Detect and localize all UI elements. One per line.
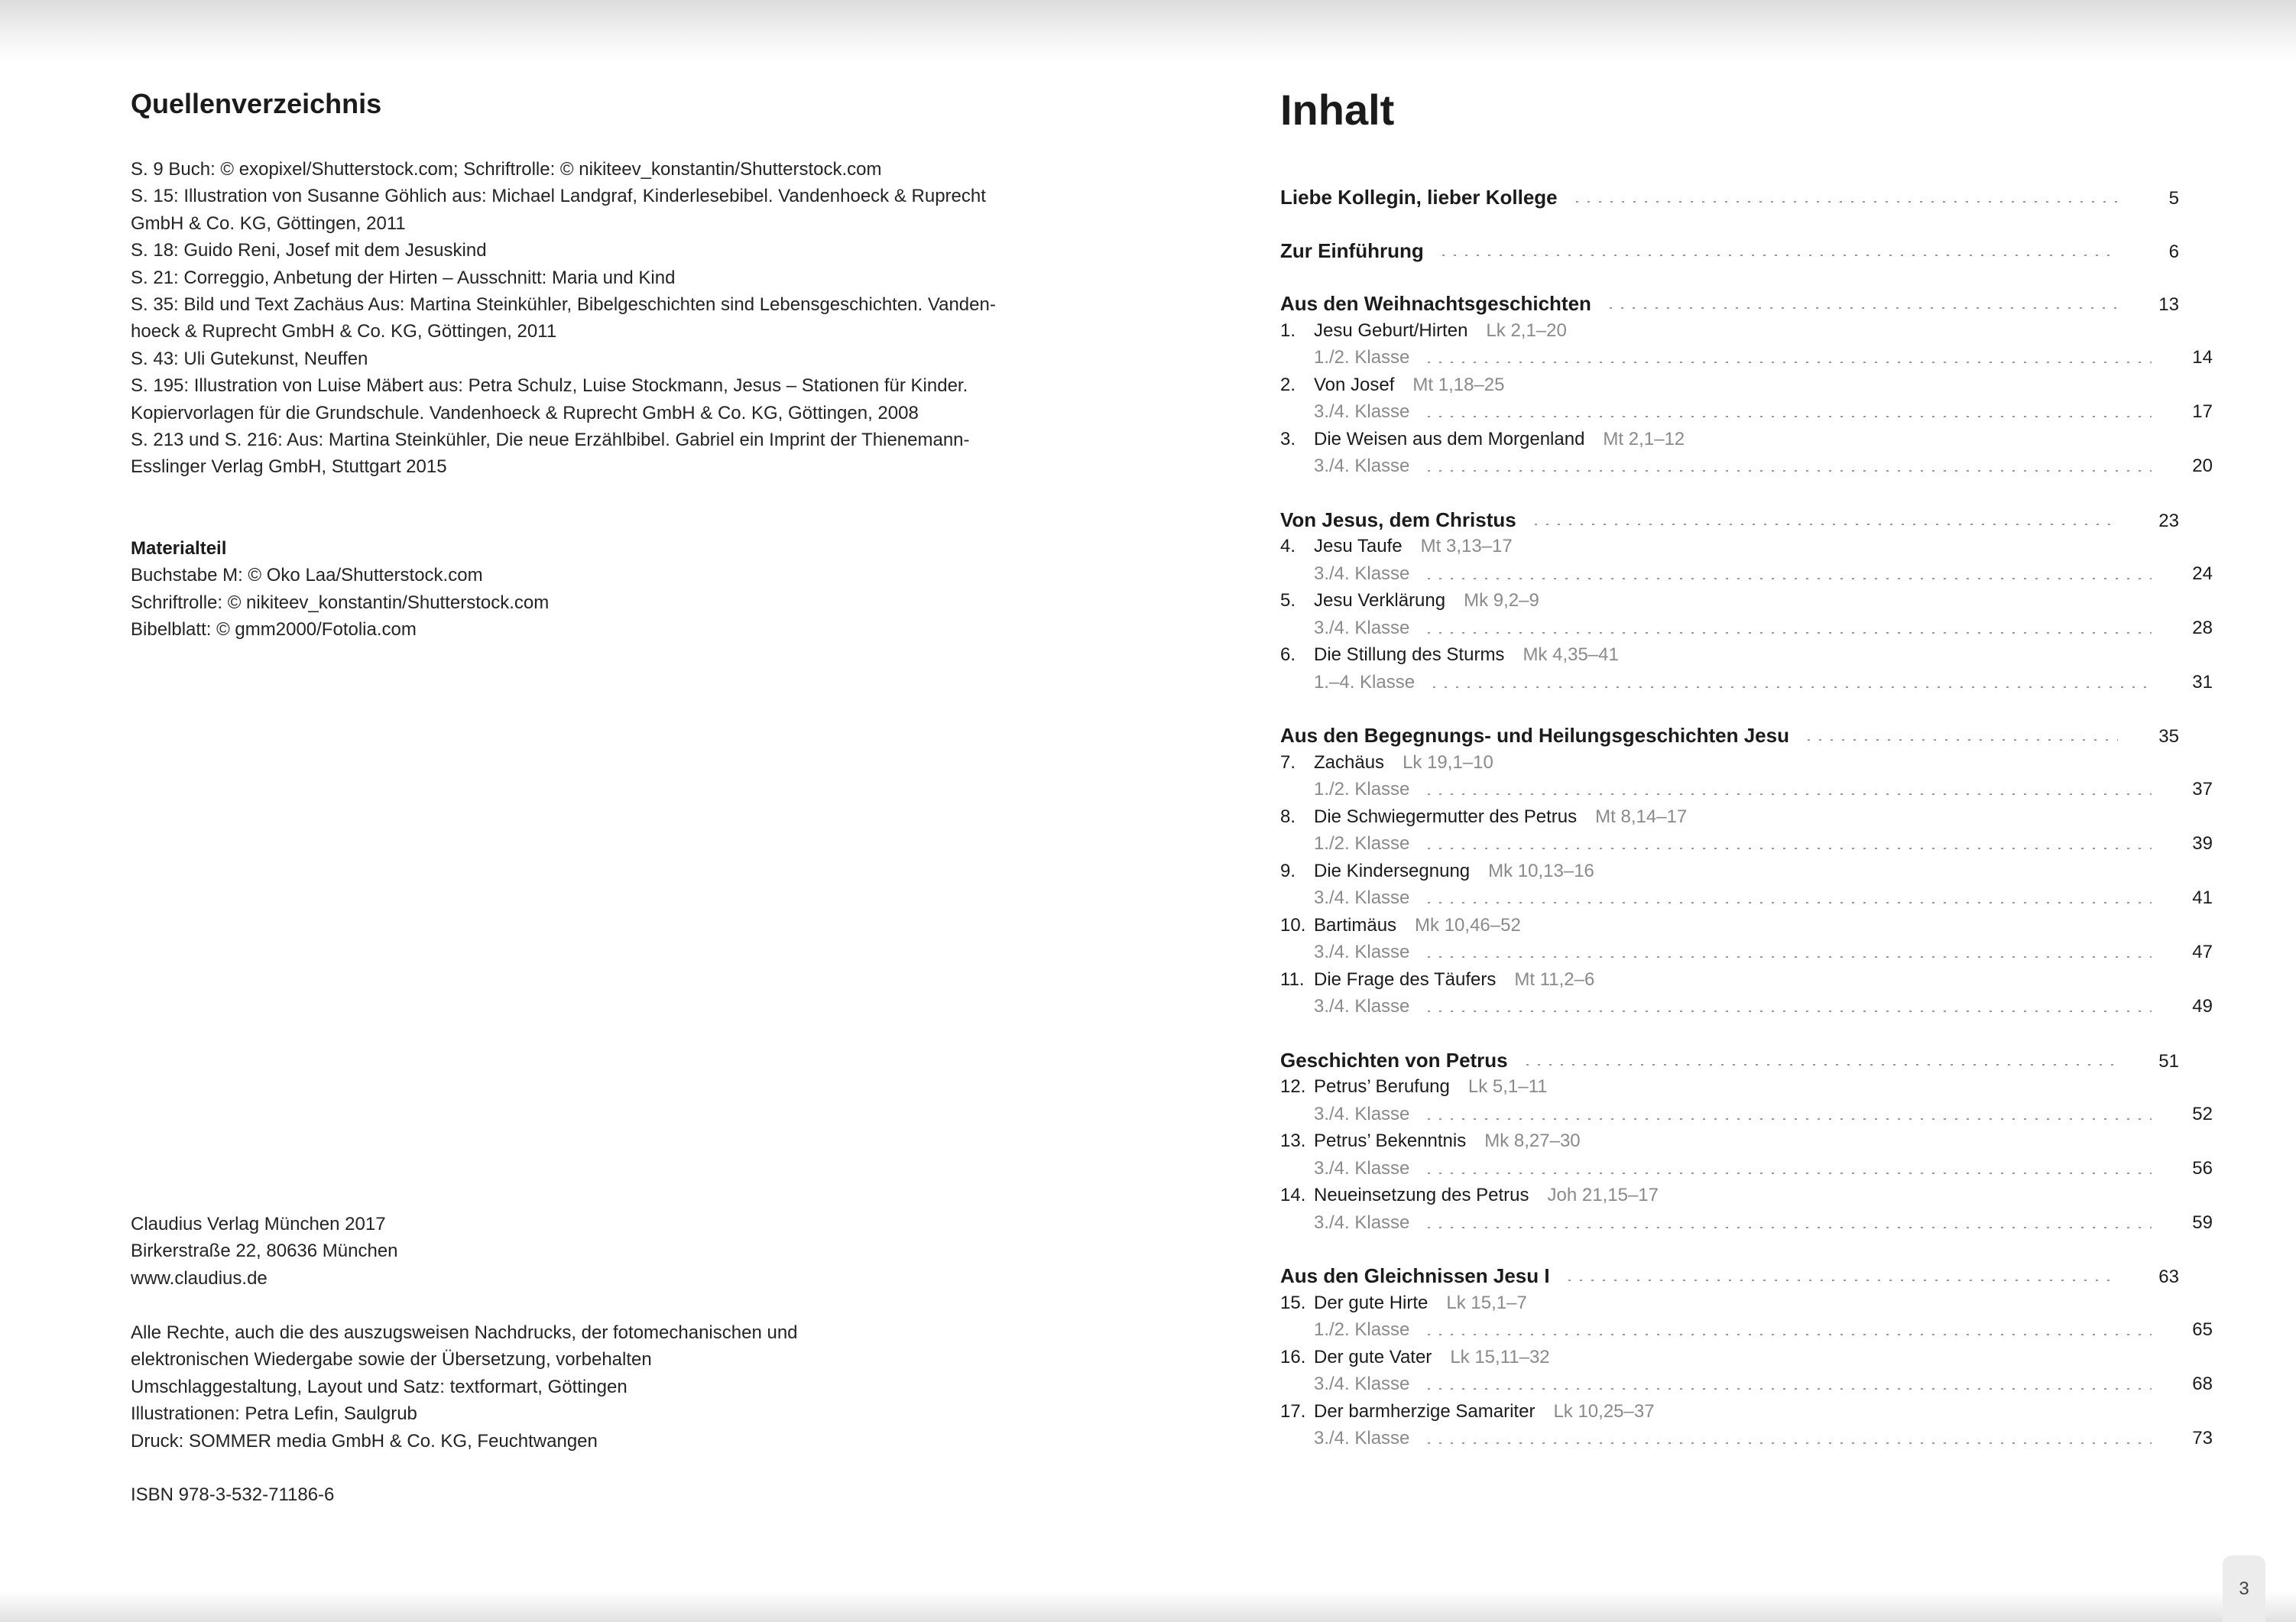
toc-item <box>1280 966 2179 994</box>
dot-leader <box>1423 1227 2152 1228</box>
publisher-info <box>131 1211 398 1292</box>
dot-leader <box>1423 1118 2152 1120</box>
dot-leader <box>1438 255 2118 256</box>
grade-level: 1./2. Klasse <box>1314 347 1410 368</box>
toc-section-title: Aus den Begegnungs- und Heilungsgeschichten Jesu <box>1280 724 1789 747</box>
grade-level: 3./4. Klasse <box>1314 401 1410 422</box>
dot-leader <box>1423 848 2152 849</box>
rights-info <box>131 1319 798 1455</box>
grade-level: 1./2. Klasse <box>1314 1319 1410 1340</box>
toc-item-number: 15. <box>1280 1292 1306 1313</box>
toc-item-title: Der gute Vater <box>1314 1346 1432 1367</box>
toc-item <box>1280 803 2179 831</box>
toc-item-title: Die Schwiegermutter des Petrus <box>1314 806 1578 827</box>
toc-item-number: 16. <box>1280 1346 1306 1367</box>
toc-klasse-row <box>1280 1316 2213 1344</box>
toc-item-title: Jesu Taufe <box>1314 536 1403 556</box>
toc-item-number: 1. <box>1280 320 1296 341</box>
material-line: Buchstabe M: © Oko Laa/Shutterstock.com <box>131 565 483 586</box>
toc-section-title: Liebe Kollegin, lieber Kollege <box>1280 186 1558 209</box>
source-line: S. 35: Bild und Text Zachäus Aus: Martina Steinkühler, Bibelgeschichten sind Lebensgeschichten. Vanden- <box>131 294 996 316</box>
toc-item-number: 17. <box>1280 1400 1306 1422</box>
toc-item-number: 5. <box>1280 590 1296 611</box>
toc-item-title: Petrus’ Berufung <box>1314 1076 1450 1097</box>
toc-item <box>1280 371 2179 399</box>
source-line: GmbH & Co. KG, Göttingen, 2011 <box>131 212 406 234</box>
toc-klasse-row <box>1280 1371 2213 1398</box>
dot-leader <box>1429 686 2152 688</box>
toc-page-number: 24 <box>2192 563 2213 584</box>
toc-item-title: Neueinsetzung des Petrus <box>1314 1185 1529 1205</box>
dot-leader <box>1423 902 2152 903</box>
toc-page-number: 20 <box>2192 456 2213 476</box>
toc-page-number: 68 <box>2192 1374 2213 1394</box>
toc-klasse-row <box>1280 615 2213 642</box>
toc-klasse-row <box>1280 993 2213 1020</box>
toc-item-title: Der barmherzige Samariter <box>1314 1400 1536 1422</box>
toc-klasse-row <box>1280 939 2213 966</box>
toc-klasse-row <box>1280 453 2213 480</box>
grade-level: 3./4. Klasse <box>1314 617 1410 638</box>
page-number: 3 <box>2223 1555 2265 1622</box>
source-line: S. 15: Illustration von Susanne Göhlich aus: Michael Landgraf, Kinderlesebibel. Vandenhoeck & Ruprecht <box>131 186 986 207</box>
source-line: S. 21: Correggio, Anbetung der Hirten – Ausschnitt: Maria und Kind <box>131 267 676 288</box>
dot-leader <box>1530 524 2118 525</box>
toc-item <box>1280 317 2179 345</box>
toc-page-number: 73 <box>2192 1428 2213 1448</box>
toc-section-title: Aus den Weihnachtsgeschichten <box>1280 292 1591 315</box>
source-line: S. 43: Uli Gutekunst, Neuffen <box>131 348 368 369</box>
rights-line: Umschlaggestaltung, Layout und Satz: textformart, Göttingen <box>131 1376 628 1397</box>
dot-leader <box>1423 578 2152 579</box>
toc-klasse-row <box>1280 344 2213 371</box>
grade-level: 3./4. Klasse <box>1314 887 1410 908</box>
toc-klasse-row <box>1280 776 2213 803</box>
toc-item-title: Die Weisen aus dem Morgenland <box>1314 428 1585 449</box>
toc-klasse-row <box>1280 1209 2213 1237</box>
bible-reference: Joh 21,15–17 <box>1547 1185 1659 1205</box>
material-heading: Materialteil <box>131 538 227 559</box>
toc-item-title: Die Kindersegnung <box>1314 860 1471 881</box>
dot-leader <box>1423 470 2152 472</box>
toc-item-title: Bartimäus <box>1314 914 1397 936</box>
dot-leader <box>1803 739 2118 741</box>
toc-item-title: Die Stillung des Sturms <box>1314 644 1505 665</box>
toc-title: Inhalt <box>1280 86 1395 134</box>
dot-leader <box>1423 1442 2152 1444</box>
toc-item-number: 10. <box>1280 914 1306 936</box>
grade-level: 3./4. Klasse <box>1314 563 1410 584</box>
publisher-website: www.claudius.de <box>131 1267 268 1289</box>
grade-level: 1./2. Klasse <box>1314 833 1410 854</box>
toc-item-number: 9. <box>1280 860 1296 881</box>
toc-section <box>1280 722 2179 749</box>
bible-reference: Mt 1,18–25 <box>1412 374 1505 395</box>
toc-item-number: 4. <box>1280 536 1296 556</box>
toc-page-number: 63 <box>2158 1267 2179 1287</box>
source-line: S. 18: Guido Reni, Josef mit dem Jesuskind <box>131 240 487 261</box>
source-line: Esslinger Verlag GmbH, Stuttgart 2015 <box>131 456 447 478</box>
toc-page-number: 6 <box>2168 241 2179 262</box>
toc-item-number: 3. <box>1280 428 1296 449</box>
bible-reference: Lk 15,11–32 <box>1450 1346 1550 1367</box>
toc-section <box>1280 1262 2179 1289</box>
toc-item <box>1280 641 2179 669</box>
toc-page-number: 31 <box>2192 671 2213 693</box>
bible-reference: Lk 2,1–20 <box>1486 320 1567 341</box>
sources-list <box>131 156 1086 481</box>
toc-klasse-row <box>1280 560 2213 588</box>
toc-item-number: 2. <box>1280 374 1296 395</box>
grade-level: 3./4. Klasse <box>1314 456 1410 476</box>
toc-page-number: 13 <box>2158 294 2179 315</box>
bible-reference: Lk 10,25–37 <box>1553 1400 1655 1422</box>
grade-level: 3./4. Klasse <box>1314 1212 1410 1233</box>
dot-leader <box>1564 1280 2118 1281</box>
toc-item <box>1280 1073 2179 1101</box>
toc-item <box>1280 426 2179 453</box>
toc-item <box>1280 912 2179 939</box>
toc-item <box>1280 1127 2179 1155</box>
toc-klasse-row <box>1280 669 2213 696</box>
grade-level: 3./4. Klasse <box>1314 1374 1410 1394</box>
toc-page-number: 59 <box>2192 1212 2213 1233</box>
material-line: Schriftrolle: © nikiteev_konstantin/Shutterstock.com <box>131 592 550 613</box>
dot-leader <box>1522 1064 2118 1066</box>
scan-top-shadow <box>0 0 2296 61</box>
bible-reference: Lk 15,1–7 <box>1446 1292 1527 1313</box>
publisher-line: Birkerstraße 22, 80636 München <box>131 1241 398 1262</box>
toc-item <box>1280 1344 2179 1371</box>
dot-leader <box>1423 1011 2152 1012</box>
toc-item-title: Von Josef <box>1314 374 1395 395</box>
toc-page-number: 49 <box>2192 996 2213 1017</box>
grade-level: 3./4. Klasse <box>1314 1428 1410 1448</box>
rights-line: Alle Rechte, auch die des auszugsweisen Nachdrucks, der fotomechanischen und <box>131 1322 798 1343</box>
toc-item-number: 14. <box>1280 1185 1306 1205</box>
toc-klasse-row <box>1280 830 2213 858</box>
rights-line: Druck: SOMMER media GmbH & Co. KG, Feuchtwangen <box>131 1430 598 1452</box>
toc-page-number: 51 <box>2158 1050 2179 1072</box>
toc-item-number: 8. <box>1280 806 1296 827</box>
isbn: ISBN 978-3-532-71186-6 <box>131 1484 335 1505</box>
toc-item-title: Die Frage des Täufers <box>1314 968 1497 990</box>
source-line: hoeck & Ruprecht GmbH & Co. KG, Göttingen, 2011 <box>131 321 557 342</box>
toc-item-number: 13. <box>1280 1131 1306 1151</box>
dot-leader <box>1423 632 2152 634</box>
dot-leader <box>1571 201 2118 203</box>
bible-reference: Mk 8,27–30 <box>1484 1131 1581 1151</box>
toc-item-number: 12. <box>1280 1076 1306 1097</box>
toc-section <box>1280 237 2179 264</box>
toc-item <box>1280 858 2179 885</box>
toc-item-title: Zachäus <box>1314 751 1385 773</box>
toc-page-number: 37 <box>2192 779 2213 800</box>
toc-page-number: 28 <box>2192 617 2213 638</box>
source-line: S. 9 Buch: © exopixel/Shutterstock.com; Schriftrolle: © nikiteev_konstantin/Shutterstock.com <box>131 159 882 180</box>
publisher-line: Claudius Verlag München 2017 <box>131 1214 386 1234</box>
toc-item <box>1280 749 2179 777</box>
bible-reference: Mt 3,13–17 <box>1420 536 1513 556</box>
toc-item-title: Jesu Geburt/Hirten <box>1314 320 1468 341</box>
toc-page-number: 35 <box>2158 726 2179 747</box>
toc-page-number: 5 <box>2168 188 2179 209</box>
bible-reference: Mt 11,2–6 <box>1514 968 1595 990</box>
toc-klasse-row <box>1280 884 2213 912</box>
toc-page-number: 41 <box>2192 887 2213 908</box>
grade-level: 1./2. Klasse <box>1314 779 1410 800</box>
toc-section <box>1280 506 2179 534</box>
bible-reference: Lk 19,1–10 <box>1403 751 1493 773</box>
toc-item <box>1280 1398 2179 1426</box>
grade-level: 3./4. Klasse <box>1314 1103 1410 1124</box>
toc-item <box>1280 587 2179 615</box>
grade-level: 1.–4. Klasse <box>1314 671 1416 693</box>
toc-item <box>1280 1289 2179 1317</box>
bible-reference: Mk 9,2–9 <box>1464 590 1539 611</box>
toc-item <box>1280 533 2179 560</box>
toc-page-number: 52 <box>2192 1103 2213 1124</box>
toc-klasse-row <box>1280 398 2213 426</box>
toc-klasse-row <box>1280 1425 2213 1452</box>
material-section <box>131 535 549 644</box>
dot-leader <box>1423 1388 2152 1390</box>
toc-klasse-row <box>1280 1155 2213 1182</box>
toc-page-number: 17 <box>2192 401 2213 422</box>
toc-item-title: Petrus’ Bekenntnis <box>1314 1131 1467 1151</box>
rights-line: elektronischen Wiedergabe sowie der Übersetzung, vorbehalten <box>131 1349 652 1371</box>
scan-bottom-shadow <box>0 1591 2296 1622</box>
bible-reference: Mk 10,13–16 <box>1488 860 1594 881</box>
grade-level: 3./4. Klasse <box>1314 942 1410 962</box>
source-line: S. 213 und S. 216: Aus: Martina Steinkühler, Die neue Erzählbibel. Gabriel ein Imprint der Thienemann- <box>131 430 970 451</box>
dot-leader <box>1423 956 2152 958</box>
dot-leader <box>1423 1173 2152 1174</box>
bible-reference: Mk 10,46–52 <box>1415 914 1521 936</box>
dot-leader <box>1423 416 2152 417</box>
source-line: S. 195: Illustration von Luise Mäbert aus: Petra Schulz, Luise Stockmann, Jesus – Stationen für Kinder. <box>131 375 968 397</box>
toc-section-title: Zur Einführung <box>1280 238 1424 262</box>
toc-item-title: Der gute Hirte <box>1314 1292 1429 1313</box>
dot-leader <box>1423 1334 2152 1335</box>
toc-section-title: Aus den Gleichnissen Jesu I <box>1280 1264 1550 1287</box>
toc-section-title: Von Jesus, dem Christus <box>1280 508 1516 531</box>
toc-klasse-row <box>1280 1101 2213 1128</box>
bible-reference: Mk 4,35–41 <box>1523 644 1619 665</box>
source-line: Kopiervorlagen für die Grundschule. Vandenhoeck & Ruprecht GmbH & Co. KG, Göttingen, 2008 <box>131 402 919 423</box>
toc-section <box>1280 290 2179 317</box>
bible-reference: Mt 2,1–12 <box>1603 428 1685 449</box>
toc-section-title: Geschichten von Petrus <box>1280 1048 1508 1072</box>
bible-reference: Lk 5,1–11 <box>1467 1076 1548 1097</box>
toc-item-number: 11. <box>1280 968 1305 990</box>
toc-item-number: 7. <box>1280 751 1296 773</box>
dot-leader <box>1605 307 2118 309</box>
toc-item-title: Jesu Verklärung <box>1314 590 1446 611</box>
toc-page-number: 39 <box>2192 833 2213 854</box>
toc-page-number: 14 <box>2192 347 2213 368</box>
toc-page-number: 23 <box>2158 510 2179 531</box>
toc-section <box>1280 183 2179 211</box>
toc-page-number: 65 <box>2192 1319 2213 1340</box>
sources-title: Quellenverzeichnis <box>131 88 382 119</box>
material-line: Bibelblatt: © gmm2000/Fotolia.com <box>131 619 417 641</box>
rights-line: Illustrationen: Petra Lefin, Saulgrub <box>131 1403 417 1425</box>
dot-leader <box>1423 793 2152 795</box>
toc-page-number: 56 <box>2192 1157 2213 1179</box>
toc-item-number: 6. <box>1280 644 1296 665</box>
dot-leader <box>1423 362 2152 363</box>
bible-reference: Mt 8,14–17 <box>1595 806 1688 827</box>
toc-item <box>1280 1182 2179 1209</box>
grade-level: 3./4. Klasse <box>1314 996 1410 1017</box>
toc-page-number: 47 <box>2192 942 2213 962</box>
grade-level: 3./4. Klasse <box>1314 1157 1410 1179</box>
toc-section <box>1280 1046 2179 1074</box>
